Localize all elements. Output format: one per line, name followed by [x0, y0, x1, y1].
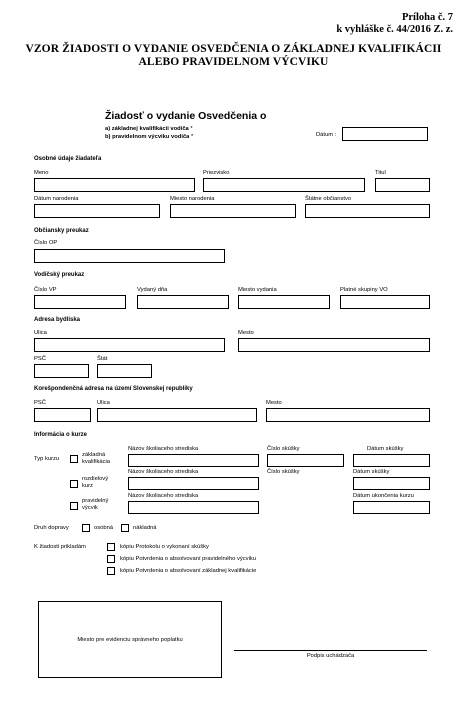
label-cislo-vp: Číslo VP: [34, 287, 57, 293]
field-nazov-strediska-1[interactable]: [128, 454, 259, 467]
signature-line: [234, 650, 427, 651]
date-label: Dátum :: [316, 132, 337, 138]
field-cislo-vp[interactable]: [34, 295, 126, 309]
label-datum-ukoncenia: Dátum ukončenia kurzu: [353, 493, 414, 499]
label-osobna: osobná: [94, 525, 114, 531]
field-corr-psc[interactable]: [34, 408, 91, 422]
label-nazov-strediska-3: Názov školiaceho strediska: [128, 493, 199, 499]
label-platne-skupiny: Platné skupiny VO: [340, 287, 388, 293]
label-type3-line2: výcvik: [82, 505, 98, 511]
label-type1-line1: základná: [82, 452, 106, 458]
label-miesto-vydania: Miesto vydania: [238, 287, 277, 293]
field-corr-mesto[interactable]: [266, 408, 430, 422]
label-druh-dopravy: Druh dopravy: [34, 525, 69, 531]
label-nazov-strediska-1: Názov školiaceho strediska: [128, 446, 199, 452]
label-vydany-dna: Vydaný dňa: [137, 287, 168, 293]
field-miesto-narodenia[interactable]: [170, 204, 296, 218]
field-ulica[interactable]: [34, 338, 225, 352]
checkbox-pravidelny-vycvik[interactable]: [70, 502, 78, 510]
field-datum-skusky-2[interactable]: [353, 477, 430, 490]
section-personal-data: Osobné údaje žiadateľa: [34, 156, 102, 162]
checkbox-attachment-3[interactable]: [107, 567, 115, 575]
checkbox-zakladna-kvalifikacia[interactable]: [70, 455, 78, 463]
date-field[interactable]: [342, 127, 428, 141]
checkbox-osobna[interactable]: [82, 524, 90, 532]
option-b: b) pravidelnom výcviku vodiča *: [105, 134, 194, 140]
label-ulica: Ulica: [34, 330, 47, 336]
label-attachment-3: kópiu Potvrdenia o absolvovaní základnej kvalifikácie: [120, 568, 257, 574]
label-fee-place: Miesto pre evidenciu správneho poplatku: [77, 637, 183, 643]
label-signature: Podpis uchádzača: [306, 653, 355, 659]
label-datum-skusky-2: Dátum skúšky: [353, 469, 390, 475]
section-correspondence-address: Korešpondenčná adresa na území Slovenskej republiky: [34, 386, 193, 392]
label-corr-mesto: Mesto: [266, 400, 282, 406]
label-statne-obcianstvo: Štátne občianstvo: [305, 196, 352, 202]
field-titul[interactable]: [375, 178, 430, 192]
label-datum-narodenia: Dátum narodenia: [34, 196, 79, 202]
field-datum-skusky-1[interactable]: [353, 454, 430, 467]
field-miesto-vydania[interactable]: [238, 295, 330, 309]
label-corr-psc: PSČ: [34, 400, 46, 406]
field-statne-obcianstvo[interactable]: [305, 204, 430, 218]
checkbox-attachment-2[interactable]: [107, 555, 115, 563]
section-course-info: Informácia o kurze: [34, 432, 88, 438]
label-datum-skusky-1: Dátum skúšky: [367, 446, 404, 452]
label-type2-line1: rozdielový: [82, 476, 109, 482]
document-title-line2: ALEBO PRAVIDELNOM VÝCVIKU: [138, 56, 329, 68]
label-type2-line2: kurz: [82, 483, 93, 489]
label-meno: Meno: [34, 170, 49, 176]
annex-number: Príloha č. 7: [401, 12, 453, 23]
label-attachment-1: kópiu Protokolu o vykonaní skúšky: [120, 544, 209, 550]
field-psc[interactable]: [34, 364, 89, 378]
form-title: Žiadosť o vydanie Osvedčenia o: [105, 110, 267, 122]
label-attachment-2: kópiu Potvrdenia o absolvovaní pravidelného výcviku: [120, 556, 256, 562]
label-nazov-strediska-2: Názov školiaceho strediska: [128, 469, 199, 475]
checkbox-nakladna[interactable]: [121, 524, 129, 532]
label-titul: Titul: [375, 170, 386, 176]
field-corr-ulica[interactable]: [97, 408, 257, 422]
label-typ-kurzu: Typ kurzu: [34, 456, 60, 462]
field-stat[interactable]: [97, 364, 152, 378]
field-priezvisko[interactable]: [203, 178, 365, 192]
label-corr-ulica: Ulica: [97, 400, 110, 406]
field-meno[interactable]: [34, 178, 195, 192]
field-nazov-strediska-2[interactable]: [128, 477, 259, 490]
label-miesto-narodenia: Miesto narodenia: [170, 196, 215, 202]
label-nakladna: nákladná: [133, 525, 157, 531]
option-a: a) základnej kvalifikácii vodiča *: [105, 126, 193, 132]
field-mesto[interactable]: [238, 338, 430, 352]
label-mesto: Mesto: [238, 330, 254, 336]
field-cislo-skusky-1[interactable]: [267, 454, 344, 467]
label-type3-line1: pravidelný: [82, 498, 109, 504]
label-attachments: K žiadosti prikladám: [34, 544, 86, 550]
section-driving-license: Vodičský preukaz: [34, 272, 85, 278]
field-datum-ukoncenia[interactable]: [353, 501, 430, 514]
checkbox-rozdielovy-kurz[interactable]: [70, 480, 78, 488]
regulation-reference: k vyhláške č. 44/2016 Z. z.: [336, 24, 453, 35]
checkbox-attachment-1[interactable]: [107, 543, 115, 551]
document-title-line1: VZOR ŽIADOSTI O VYDANIE OSVEDČENIA O ZÁKLADNEJ KVALIFIKÁCII: [25, 43, 442, 55]
label-priezvisko: Priezvisko: [203, 170, 230, 176]
field-vydany-dna[interactable]: [137, 295, 229, 309]
field-nazov-strediska-3[interactable]: [128, 501, 259, 514]
field-datum-narodenia[interactable]: [34, 204, 160, 218]
section-residence-address: Adresa bydliska: [34, 317, 81, 323]
section-id-card: Občiansky preukaz: [34, 228, 89, 234]
field-cislo-op[interactable]: [34, 249, 225, 263]
label-cislo-skusky-2: Číslo skúšky: [267, 469, 300, 475]
label-cislo-op: Číslo OP: [34, 240, 58, 246]
label-stat: Štát: [97, 356, 108, 362]
label-psc: PSČ: [34, 356, 46, 362]
field-platne-skupiny[interactable]: [340, 295, 430, 309]
label-cislo-skusky-1: Číslo skúšky: [267, 446, 300, 452]
label-type1-line2: kvalifikácia: [82, 459, 111, 465]
